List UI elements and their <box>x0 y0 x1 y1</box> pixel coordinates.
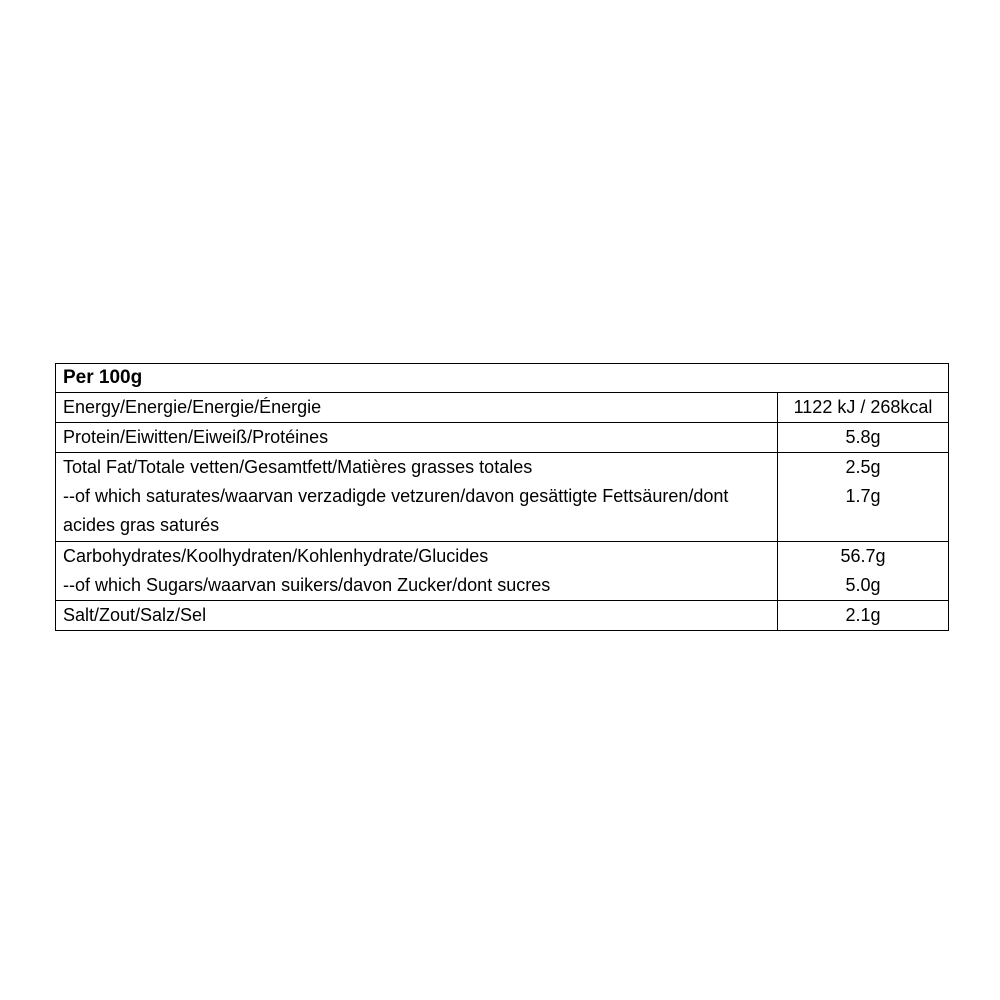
row-carbohydrates-value: 56.7g <box>840 546 886 566</box>
table-row-group-fat <box>56 453 949 542</box>
row-protein-label: Protein/Eiwitten/Eiweiß/Protéines <box>56 423 778 453</box>
row-salt-value: 2.1g <box>778 601 949 631</box>
row-sugars-label: --of which Sugars/waarvan suikers/davon Zucker/dont sucres <box>63 575 551 595</box>
table-header-row <box>56 364 949 393</box>
row-salt-label: Salt/Zout/Salz/Sel <box>56 601 778 631</box>
nutrition-table <box>55 363 949 631</box>
row-total-fat-value: 2.5g <box>845 457 881 477</box>
row-saturates-value: 1.7g <box>845 486 881 506</box>
row-saturates-label: --of which saturates/waarvan verzadigde vetzuren/davon gesättigte Fettsäuren/dont acides gras saturés <box>63 486 729 535</box>
row-energy-value: 1122 kJ / 268kcal <box>778 393 949 423</box>
table-row <box>56 601 949 631</box>
table-row-group-carbohydrates <box>56 542 949 601</box>
row-energy-label: Energy/Energie/Energie/Énergie <box>56 393 778 423</box>
table-header-per-100g: Per 100g <box>56 364 949 393</box>
row-sugars-value: 5.0g <box>845 575 881 595</box>
row-protein-value: 5.8g <box>778 423 949 453</box>
table-row <box>56 393 949 423</box>
row-total-fat-label: Total Fat/Totale vetten/Gesamtfett/Matières grasses totales <box>63 457 533 477</box>
table-row <box>56 423 949 453</box>
row-carbohydrates-label: Carbohydrates/Koolhydraten/Kohlenhydrate/Glucides <box>63 546 489 566</box>
